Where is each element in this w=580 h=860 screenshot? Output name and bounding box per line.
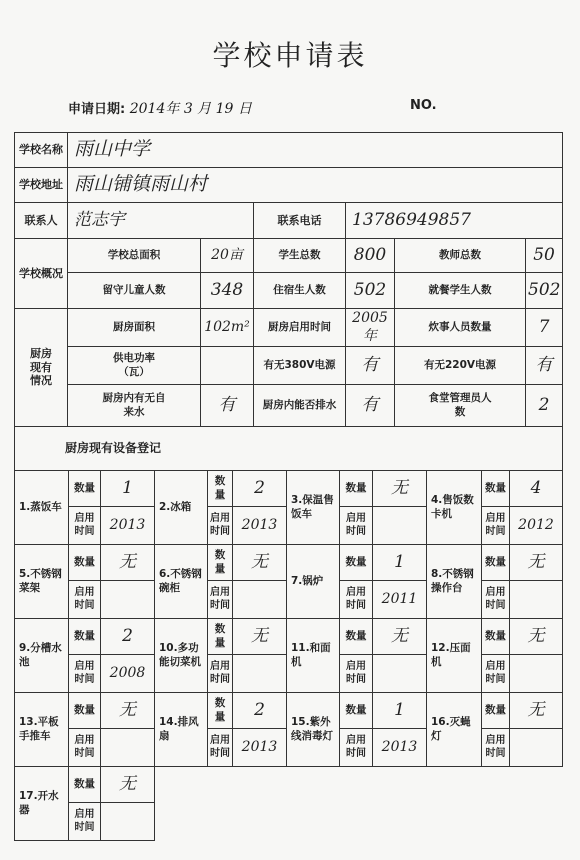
school-name-value: 雨山中学	[68, 133, 563, 168]
year-label: 启用时间	[208, 507, 233, 545]
cooks-label: 炊事人员数量	[395, 309, 526, 347]
equipment-name: 12.压面机	[427, 619, 482, 693]
year-value: 2008	[101, 655, 155, 693]
qty-value: 无	[510, 619, 563, 655]
phone-label: 联系电话	[254, 203, 346, 239]
year-label: 启用时间	[69, 507, 101, 545]
equipment-name: 7.锅炉	[287, 545, 340, 619]
qty-label: 数量	[69, 693, 101, 729]
kitchen-area-label: 厨房面积	[68, 309, 201, 347]
year-value: 2013	[373, 729, 427, 767]
qty-label: 数量	[69, 767, 101, 803]
year-value	[373, 507, 427, 545]
qty-label: 数量	[340, 693, 373, 729]
apply-date-value: 2014年 3 月 19 日	[129, 101, 252, 117]
qty-label: 数量	[69, 619, 101, 655]
year-label: 启用时间	[69, 655, 101, 693]
year-label: 启用时间	[340, 729, 373, 767]
school-address-value: 雨山铺镇雨山村	[68, 168, 563, 203]
year-label: 启用时间	[482, 729, 510, 767]
qty-label: 数量	[482, 619, 510, 655]
qty-value: 1	[101, 471, 155, 507]
qty-label: 数量	[482, 471, 510, 507]
boarders-label: 住宿生人数	[254, 273, 346, 309]
qty-value: 无	[510, 693, 563, 729]
year-label: 启用时间	[208, 729, 233, 767]
year-value	[101, 803, 155, 841]
students-value: 800	[346, 239, 395, 273]
area-value: 20亩	[201, 239, 254, 273]
year-value	[510, 655, 563, 693]
year-label: 启用时间	[69, 729, 101, 767]
teachers-value: 50	[526, 239, 563, 273]
qty-value: 无	[233, 545, 287, 581]
apply-date	[68, 98, 252, 118]
year-label: 启用时间	[482, 507, 510, 545]
qty-label: 数量	[208, 545, 233, 581]
year-value: 2011	[373, 581, 427, 619]
qty-label: 数量	[340, 545, 373, 581]
students-label: 学生总数	[254, 239, 346, 273]
year-value: 2013	[233, 729, 287, 767]
year-label: 启用时间	[69, 803, 101, 841]
kitchen-label: 厨房现有情况	[15, 309, 68, 427]
qty-value: 无	[101, 545, 155, 581]
qty-label: 数量	[69, 545, 101, 581]
equipment-header: 厨房现有设备登记	[15, 427, 563, 471]
equipment-name: 5.不锈钢菜架	[15, 545, 69, 619]
year-value	[101, 581, 155, 619]
diners-value: 502	[526, 273, 563, 309]
area-label: 学校总面积	[68, 239, 201, 273]
year-value	[233, 655, 287, 693]
year-label: 启用时间	[208, 655, 233, 693]
qty-value: 无	[373, 619, 427, 655]
equipment-name: 10.多功能切菜机	[155, 619, 208, 693]
year-label: 启用时间	[340, 581, 373, 619]
equipment-name: 14.排风扇	[155, 693, 208, 767]
equipment-name: 16.灭蝇灯	[427, 693, 482, 767]
equipment-name: 3.保温售饭车	[287, 471, 340, 545]
boarders-value: 502	[346, 273, 395, 309]
kitchen-area-value: 102m²	[201, 309, 254, 347]
school-name-label: 学校名称	[15, 133, 68, 168]
equipment-name: 15.紫外线消毒灯	[287, 693, 340, 767]
year-value: 2012	[510, 507, 563, 545]
managers-value: 2	[526, 385, 563, 427]
overview-label: 学校概况	[15, 239, 68, 309]
water-label: 厨房内有无自来水	[68, 385, 201, 427]
equipment-name: 4.售饭数卡机	[427, 471, 482, 545]
equipment-name: 9.分槽水池	[15, 619, 69, 693]
application-table	[14, 132, 563, 471]
qty-value: 1	[373, 545, 427, 581]
qty-value: 2	[101, 619, 155, 655]
qty-value: 无	[101, 767, 155, 803]
contact-label: 联系人	[15, 203, 68, 239]
equipment-name: 11.和面机	[287, 619, 340, 693]
v380-value: 有	[346, 347, 395, 385]
qty-label: 数量	[482, 693, 510, 729]
qty-label: 数量	[208, 471, 233, 507]
form-title: 学校申请表	[212, 39, 368, 72]
year-label: 启用时间	[340, 507, 373, 545]
equipment-name: 13.平板手推车	[15, 693, 69, 767]
qty-label: 数量	[69, 471, 101, 507]
blank-area	[155, 767, 563, 841]
year-label: 启用时间	[482, 655, 510, 693]
qty-label: 数量	[482, 545, 510, 581]
qty-value: 无	[101, 693, 155, 729]
year-label: 启用时间	[340, 655, 373, 693]
qty-label: 数量	[208, 619, 233, 655]
qty-label: 数量	[340, 471, 373, 507]
qty-label: 数量	[208, 693, 233, 729]
kitchen-start-label: 厨房启用时间	[254, 309, 346, 347]
v380-label: 有无380V电源	[254, 347, 346, 385]
qty-label: 数量	[340, 619, 373, 655]
teachers-label: 教师总数	[395, 239, 526, 273]
kitchen-start-value: 2005年	[346, 309, 395, 347]
qty-value: 无	[510, 545, 563, 581]
year-value	[233, 581, 287, 619]
left-behind-label: 留守儿童人数	[68, 273, 201, 309]
qty-value: 无	[233, 619, 287, 655]
equipment-name: 17.开水器	[15, 767, 69, 841]
year-value	[101, 729, 155, 767]
water-value: 有	[201, 385, 254, 427]
equipment-name: 1.蒸饭车	[15, 471, 69, 545]
v220-label: 有无220V电源	[395, 347, 526, 385]
diners-label: 就餐学生人数	[395, 273, 526, 309]
equipment-table	[14, 470, 563, 841]
qty-value: 无	[373, 471, 427, 507]
drain-label: 厨房内能否排水	[254, 385, 346, 427]
year-label: 启用时间	[69, 581, 101, 619]
year-label: 启用时间	[482, 581, 510, 619]
apply-date-label: 申请日期:	[68, 102, 126, 117]
form-number-label: NO.	[410, 98, 437, 113]
qty-value: 2	[233, 471, 287, 507]
qty-value: 1	[373, 693, 427, 729]
equipment-name: 6.不锈钢碗柜	[155, 545, 208, 619]
year-value: 2013	[233, 507, 287, 545]
v220-value: 有	[526, 347, 563, 385]
year-value	[510, 729, 563, 767]
school-address-label: 学校地址	[15, 168, 68, 203]
drain-value: 有	[346, 385, 395, 427]
cooks-value: 7	[526, 309, 563, 347]
phone-value: 13786949857	[346, 203, 563, 239]
year-value: 2013	[101, 507, 155, 545]
contact-value: 范志宇	[68, 203, 254, 239]
managers-label: 食堂管理员人数	[395, 385, 526, 427]
power-label: 供电功率（瓦）	[68, 347, 201, 385]
power-value	[201, 347, 254, 385]
year-label: 启用时间	[208, 581, 233, 619]
left-behind-value: 348	[201, 273, 254, 309]
year-value	[510, 581, 563, 619]
equipment-name: 8.不锈钢操作台	[427, 545, 482, 619]
qty-value: 2	[233, 693, 287, 729]
qty-value: 4	[510, 471, 563, 507]
equipment-name: 2.冰箱	[155, 471, 208, 545]
year-value	[373, 655, 427, 693]
